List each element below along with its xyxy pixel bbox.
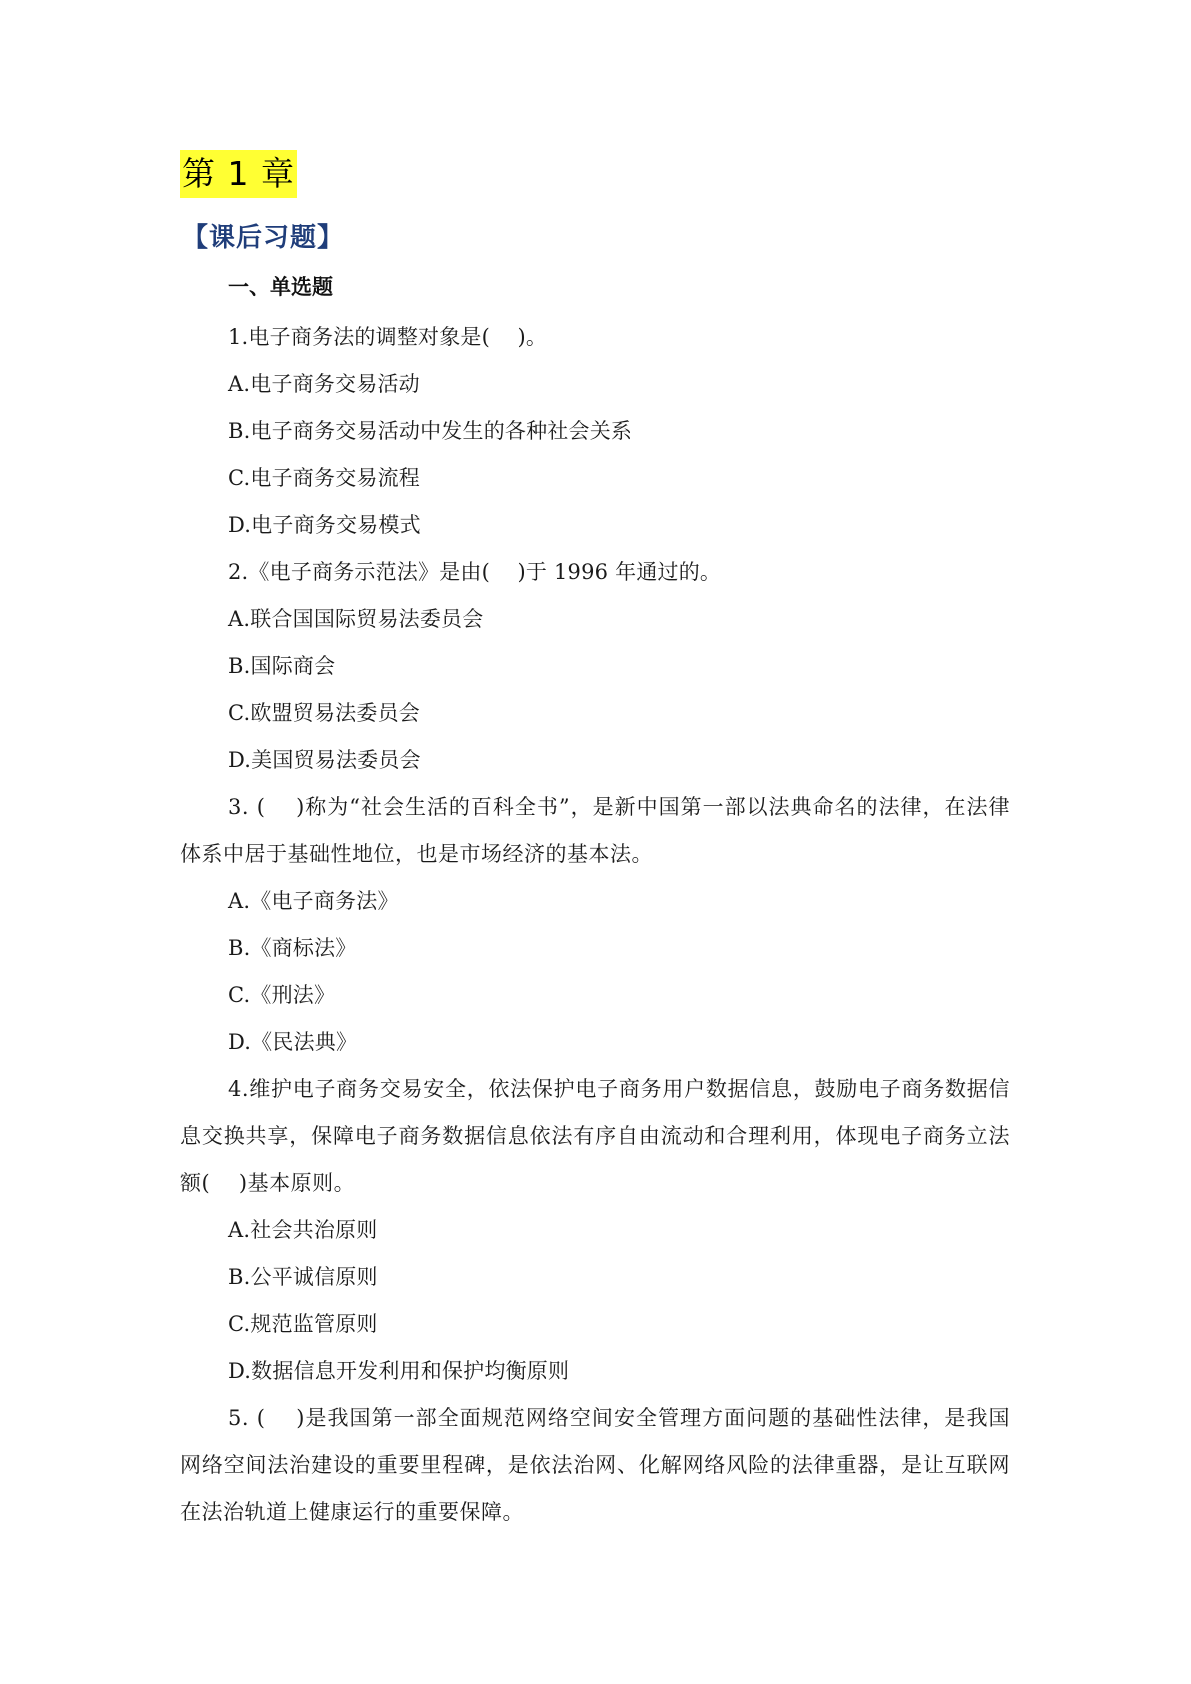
answer-option: A.社会共治原则 <box>228 1218 378 1242</box>
answer-option: D.数据信息开发利用和保护均衡原则 <box>228 1359 570 1383</box>
answer-option: B.电子商务交易活动中发生的各种社会关系 <box>228 419 633 443</box>
answer-option: A.电子商务交易活动 <box>228 372 420 396</box>
chapter-title: 第 1 章 <box>180 150 297 198</box>
answer-option: D.美国贸易法委员会 <box>228 748 421 772</box>
subsection-heading: 一、单选题 <box>228 275 333 299</box>
question-paragraph: 3. ( )称为“社会生活的百科全书”，是新中国第一部以法典命名的法律，在法律体系中居于基础性地位，也是市场经济的基本法。 <box>180 795 1010 866</box>
question-body <box>180 314 1010 1536</box>
answer-option: A.《电子商务法》 <box>228 889 399 913</box>
answer-option: C.欧盟贸易法委员会 <box>228 701 420 725</box>
section-heading: 【课后习题】 <box>182 223 345 253</box>
answer-option: B.公平诚信原则 <box>228 1265 378 1289</box>
answer-option: D.电子商务交易模式 <box>228 513 421 537</box>
answer-option: D.《民法典》 <box>228 1030 358 1054</box>
question-line: 2.《电子商务示范法》是由( )于 1996 年通过的。 <box>228 560 722 584</box>
answer-option: B.国际商会 <box>228 654 336 678</box>
question-paragraph: 4.维护电子商务交易安全，依法保护电子商务用户数据信息，鼓励电子商务数据信息交换共享，保障电子商务数据信息依法有序自由流动和合理利用，体现电子商务立法额( )基本原则。 <box>180 1077 1010 1195</box>
question-paragraph: 5. ( )是我国第一部全面规范网络空间安全管理方面问题的基础性法律，是我国网络空间法治建设的重要里程碑，是依法治网、化解网络风险的法律重器，是让互联网在法治轨道上健康运行的重要保障。 <box>180 1406 1010 1524</box>
answer-option: C.《刑法》 <box>228 983 336 1007</box>
answer-option: C.规范监管原则 <box>228 1312 378 1336</box>
answer-option: C.电子商务交易流程 <box>228 466 420 490</box>
question-line: 1.电子商务法的调整对象是( )。 <box>228 325 548 349</box>
answer-option: A.联合国国际贸易法委员会 <box>228 607 484 631</box>
answer-option: B.《商标法》 <box>228 936 357 960</box>
